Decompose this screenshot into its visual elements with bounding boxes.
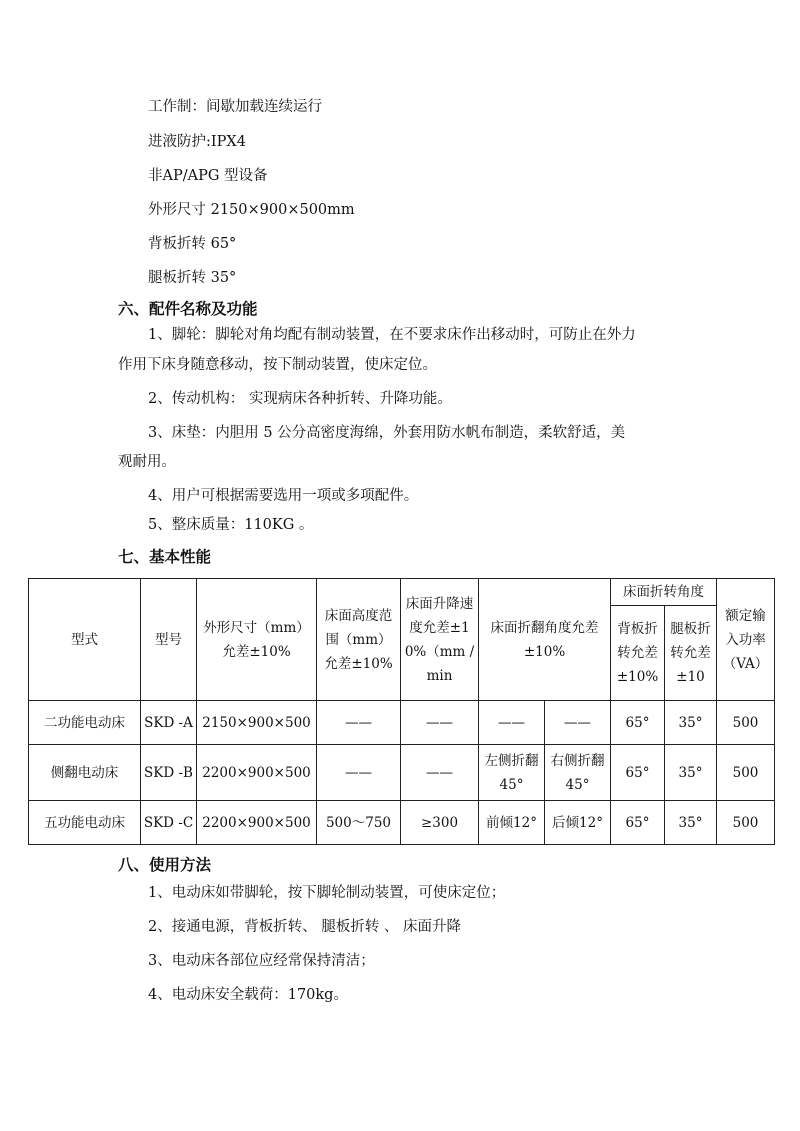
section-6-line: 作用下床身随意移动，按下制动装置，使床定位。 [118,357,437,373]
table-row [29,745,775,801]
cell-size: 2200×900×500 [197,801,317,845]
cell-speed: —— [401,745,479,801]
cell-leg: 35° [665,745,717,801]
cell-size: 2150×900×500 [197,701,317,745]
section-8-line: 2、接通电源，背板折转、 腿板折转 、 床面升降 [148,919,462,935]
header-model: 型号 [141,579,197,701]
cell-power: 500 [717,801,775,845]
header-fold: 床面折转角度 [611,579,717,606]
cell-height: 500～750 [317,801,401,845]
section-8-line: 1、电动床如带脚轮，按下脚轮制动装置，可使床定位； [148,885,506,901]
cell-type: 五功能电动床 [29,801,141,845]
section-8-line: 3、电动床各部位应经常保持清洁； [148,953,375,969]
section-8-heading: 八、使用方法 [118,856,212,874]
cell-size: 2200×900×500 [197,745,317,801]
spec-back-fold: 背板折转 65° [148,236,237,252]
cell-back: 65° [611,801,665,845]
cell-speed: —— [401,701,479,745]
section-6-line: 观耐用。 [118,454,176,470]
header-power: 额定输入功率（VA） [717,579,775,701]
cell-flip-left: 左侧折翻45° [479,745,545,801]
header-back-fold: 背板折转允差±10% [611,606,665,701]
cell-power: 500 [717,701,775,745]
cell-model: SKD -B [141,745,197,801]
section-6-heading: 六、配件名称及功能 [118,300,258,318]
spec-dimensions: 外形尺寸 2150×900×500mm [148,202,355,218]
cell-type: 侧翻电动床 [29,745,141,801]
cell-height: —— [317,701,401,745]
header-size: 外形尺寸（mm）允差±10% [197,579,317,701]
cell-leg: 35° [665,801,717,845]
spec-device-type: 非AP/APG 型设备 [148,168,268,184]
header-height: 床面高度范围（mm）允差±10% [317,579,401,701]
cell-flip-right: —— [545,701,611,745]
header-flip: 床面折翻角度允差±10% [479,579,611,701]
cell-flip-right: 后倾12° [545,801,611,845]
cell-back: 65° [611,701,665,745]
table-row [29,801,775,845]
cell-leg: 35° [665,701,717,745]
header-leg-fold: 腿板折转允差±10 [665,606,717,701]
cell-flip-left: —— [479,701,545,745]
performance-table [28,578,775,845]
cell-back: 65° [611,745,665,801]
section-6-line: 5、整床质量：110KG 。 [148,517,314,533]
cell-type: 二功能电动床 [29,701,141,745]
spec-work-mode: 工作制：间歇加载连续运行 [148,99,322,115]
cell-speed: ≥300 [401,801,479,845]
cell-power: 500 [717,745,775,801]
section-8-line: 4、电动床安全载荷：170kg。 [148,987,348,1003]
table-row [29,701,775,745]
cell-height: —— [317,745,401,801]
header-speed: 床面升降速度允差±10%（mm / min [401,579,479,701]
section-6-line: 3、床垫：内胆用 5 公分高密度海绵，外套用防水帆布制造，柔软舒适，美 [148,425,626,441]
cell-flip-right: 右侧折翻45° [545,745,611,801]
cell-model: SKD -C [141,801,197,845]
section-6-line: 4、用户可根据需要选用一项或多项配件。 [148,488,419,504]
cell-model: SKD -A [141,701,197,745]
cell-flip-left: 前倾12° [479,801,545,845]
section-6-line: 2、传动机构： 实现病床各种折转、升降功能。 [148,391,452,407]
section-6-line: 1、脚轮：脚轮对角均配有制动装置，在不要求床作出移动时，可防止在外力 [148,327,636,343]
section-7-heading: 七、基本性能 [118,548,212,566]
spec-leg-fold: 腿板折转 35° [148,270,237,286]
spec-ingress: 进液防护:IPX4 [148,134,246,150]
header-type: 型式 [29,579,141,701]
